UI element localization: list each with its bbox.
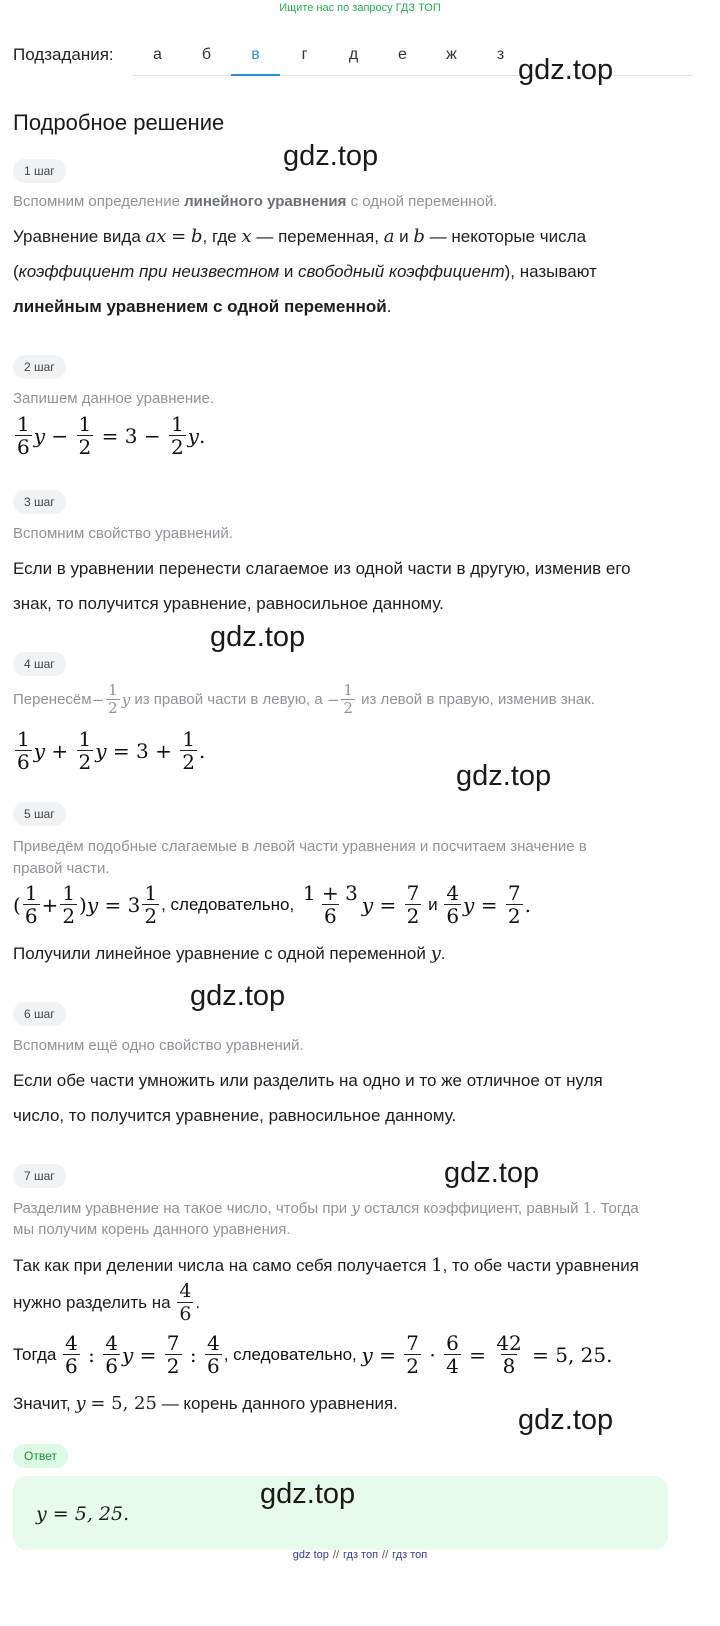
step-text: Уравнение вида ax = b, где x — переменная, a и b — некоторые числа xyxy=(13,226,587,247)
watermark: gdz.top xyxy=(260,1478,356,1510)
step-text: Если в уравнении перенести слагаемое из одной части в другую, изменив его xyxy=(13,559,631,578)
text-fragment: — некоторые числа xyxy=(424,227,587,246)
tab-v[interactable]: в xyxy=(231,36,280,76)
step-badge: 5 шаг xyxy=(13,802,66,826)
step-hint: Приведём подобные слагаемые в левой части уравнения и посчитаем значение в xyxy=(13,838,587,855)
tab-a[interactable]: а xyxy=(153,46,162,63)
watermark: gdz.top xyxy=(456,760,552,792)
watermark: gdz.top xyxy=(190,980,286,1012)
step-badge: 4 шаг xyxy=(13,652,66,676)
equation: ( $\frac{1}{6}$ + $\frac{1}{2}$ ) y = 3 $\frac{1}{2}$ , следовательно, $\frac{1 + 3}{6}$ y = $\frac{7}{2}$ и $\frac{4}{6}$ y = $\frac{7}{2}$ . xyxy=(13,881,531,928)
text-italic: коэффициент при неизвестном xyxy=(18,262,280,281)
step-text xyxy=(13,289,391,324)
promo-banner: Ищите нас по запросу ГДЗ ТОП xyxy=(279,2,441,14)
text-fragment: и xyxy=(279,262,299,281)
text-fragment: Значит, xyxy=(13,1394,76,1413)
tab-zh[interactable]: ж xyxy=(446,46,457,63)
hint-text: Разделим уравнение на такое число, чтобы при xyxy=(13,1200,352,1217)
watermark: gdz.top xyxy=(518,54,614,86)
step-text: Если обе части умножить или разделить на одно и то же отличное от нуля xyxy=(13,1071,603,1090)
text-fragment: , следовательно, xyxy=(161,894,299,914)
page-title: Подробное решение xyxy=(13,110,225,135)
text-fragment: — корень данного уравнения. xyxy=(156,1394,398,1413)
tab-d[interactable]: д xyxy=(348,46,359,63)
step-hint: Вспомним ещё одно свойство уравнений. xyxy=(13,1037,304,1054)
text-fragment: , следовательно, xyxy=(223,1344,362,1364)
answer-badge: Ответ xyxy=(13,1444,68,1468)
step-text xyxy=(13,254,597,289)
equation: $\frac{1}{6}$ y − $\frac{1}{2}$ = 3 − $\frac{1}{2}$ y . xyxy=(17,412,206,459)
watermark: gdz.top xyxy=(210,621,306,653)
step-text: Значит, y = 5, 25 — корень данного уравнения. xyxy=(13,1393,398,1414)
tab-z[interactable]: з xyxy=(496,46,505,63)
text-fragment: нужно разделить на xyxy=(13,1293,176,1312)
step-text: нужно разделить на $\frac{4}{6}$ . xyxy=(13,1280,201,1325)
step-text: Получили линейное уравнение с одной переменной y. xyxy=(13,943,446,964)
text-fragment: ( xyxy=(13,262,19,281)
watermark: gdz.top xyxy=(283,140,379,172)
subtasks-label: Подзадания: xyxy=(13,45,114,64)
math-b: b xyxy=(413,226,425,247)
text-fragment: Получили линейное уравнение с одной переменной xyxy=(13,944,431,963)
text-fragment: Уравнение вида xyxy=(13,227,146,246)
hint-text: Вспомним определение xyxy=(13,193,185,210)
text-italic: свободный коэффициент xyxy=(298,262,505,281)
step-hint: мы получим корень данного уравнения. xyxy=(13,1221,291,1238)
step-badge: 6 шаг xyxy=(13,1002,66,1026)
equation: $\frac{1}{6}$ y + $\frac{1}{2}$ y = 3 + $\frac{1}{2}$ . xyxy=(17,727,206,774)
math-ax-eq-b: ax xyxy=(145,226,167,247)
hint-text: Перенесём xyxy=(13,690,92,708)
watermark: gdz.top xyxy=(518,1404,614,1436)
step-text: Так как при делении числа на само себя получается 1, то обе части уравнения xyxy=(13,1255,640,1276)
math-x: x xyxy=(241,226,252,247)
tab-b[interactable]: б xyxy=(201,46,212,63)
step-hint: Разделим уравнение на такое число, чтобы при y остался коэффициент, равный 1. Тогда xyxy=(13,1199,639,1217)
step-hint: Вспомним свойство уравнений. xyxy=(13,525,233,542)
watermark: gdz.top xyxy=(444,1157,540,1189)
text-fragment: Тогда xyxy=(13,1344,62,1364)
hint-text: остался коэффициент, равный xyxy=(359,1200,583,1217)
text-fragment: , то обе части уравнения xyxy=(442,1256,640,1275)
text-bold: линейным уравнением с одной переменной xyxy=(13,297,387,316)
text-fragment: ), называют xyxy=(504,262,597,281)
step-text: знак, то получится уравнение, равносильное данному. xyxy=(13,594,444,613)
step-hint: Перенесём − $\frac{1}{2}$ y из правой части в левую, а − $\frac{1}{2}$ из левой в правую, изменив знак. xyxy=(13,681,595,717)
step-badge: 2 шаг xyxy=(13,355,66,379)
equation: Тогда $\frac{4}{6}$ : $\frac{4}{6}$ y = $\frac{7}{2}$ : $\frac{4}{6}$ , следовательно, y = $\frac{7}{2}$ · $\frac{6}{4}$ = $\frac{42}{8}$ = 5, 25. xyxy=(13,1331,613,1378)
hint-text: . Тогда xyxy=(592,1200,639,1217)
step-hint xyxy=(13,191,497,213)
answer-value: y = 5, 25. xyxy=(36,1503,130,1525)
footer-link[interactable]: гдз топ xyxy=(343,1549,379,1561)
footer-links: gdz top // гдз топ // гдз топ xyxy=(292,1549,428,1561)
hint-text: с одной переменной. xyxy=(346,193,498,210)
step-hint: правой части. xyxy=(13,860,110,877)
text-fragment: Так как при делении числа на само себя получается xyxy=(13,1256,432,1275)
hint-bold: линейного уравнения xyxy=(184,193,347,210)
text-fragment: — переменная, xyxy=(251,227,384,246)
text-fragment: . xyxy=(386,297,392,316)
hint-text: из левой в правую, изменив знак. xyxy=(356,690,595,708)
step-badge: 7 шаг xyxy=(13,1164,66,1188)
step-hint: Запишем данное уравнение. xyxy=(13,390,215,407)
text-fragment: и xyxy=(394,227,414,246)
tab-g[interactable]: г xyxy=(301,46,308,63)
footer-link[interactable]: гдз топ xyxy=(392,1549,428,1561)
step-badge: 1 шаг xyxy=(13,159,66,183)
text-fragment: , где xyxy=(202,227,242,246)
step-badge: 3 шаг xyxy=(13,490,66,514)
step-text: число, то получится уравнение, равносильное данному. xyxy=(13,1106,457,1125)
footer-link[interactable]: gdz top xyxy=(292,1549,329,1561)
math-a: a xyxy=(383,226,395,247)
text-fragment: и xyxy=(423,894,443,914)
hint-text: из правой части в левую, а xyxy=(130,690,327,708)
tab-e[interactable]: е xyxy=(398,46,407,63)
